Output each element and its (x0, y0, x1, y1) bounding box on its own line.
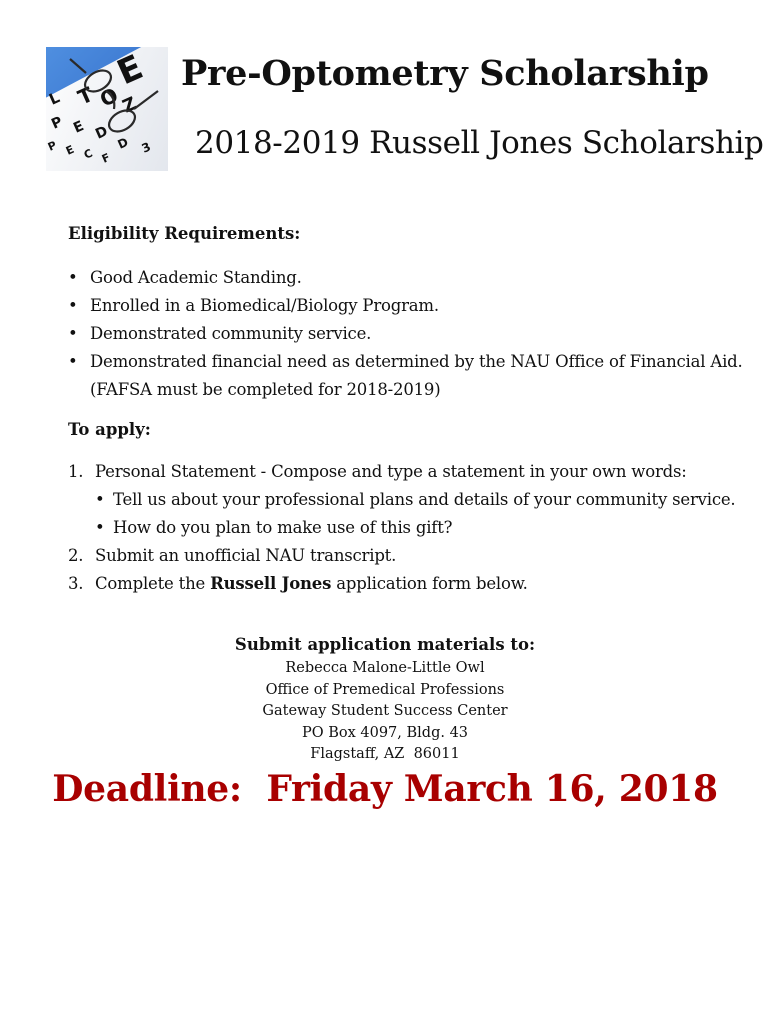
logo-letter-e: E (111, 47, 149, 94)
logo-letter: E (63, 142, 77, 158)
step-item (68, 458, 758, 542)
apply-steps (68, 458, 758, 598)
apply-heading: To apply: (68, 420, 151, 439)
mailing-address (0, 658, 770, 766)
list-item-text: How do you plan to make use of this gift? (113, 518, 453, 537)
logo-letter: Z (119, 93, 140, 118)
step-text: Submit an unofficial NAU transcript. (95, 546, 397, 565)
eligibility-heading: Eligibility Requirements: (68, 224, 301, 243)
step-number: 2. (68, 546, 84, 565)
list-item-text: Demonstrated community service. (90, 324, 372, 343)
step-text: Personal Statement - Compose and type a statement in your own words: (95, 462, 687, 481)
bullet-icon: • (95, 490, 105, 509)
logo-letter: O (96, 82, 122, 112)
logo-letter: D (115, 134, 131, 152)
list-item (68, 292, 748, 320)
fafsa-note: (FAFSA must be completed for 2018-2019) (90, 380, 441, 399)
step-item (68, 542, 758, 570)
bullet-icon: • (68, 324, 78, 343)
step-number: 1. (68, 462, 84, 481)
list-item-text: Tell us about your professional plans and details of your community service. (113, 490, 736, 509)
eligibility-list (68, 264, 748, 404)
bullet-icon: • (68, 296, 78, 315)
step-text-bold: Russell Jones (210, 574, 332, 593)
list-item (95, 514, 758, 542)
step-item (68, 570, 758, 598)
bullet-icon: • (68, 268, 78, 287)
address-line: Rebecca Malone-Little Owl (285, 660, 485, 676)
logo-letter: F (99, 150, 113, 166)
list-item-text: Good Academic Standing. (90, 268, 302, 287)
logo-letter: L (46, 88, 63, 109)
address-line: Gateway Student Success Center (262, 703, 508, 719)
step-number: 3. (68, 574, 84, 593)
list-item-text: Demonstrated financial need as determined by the NAU Office of Financial Aid. (90, 352, 743, 371)
page-title: Pre-Optometry Scholarship (181, 53, 709, 94)
deadline-text: Deadline: Friday March 16, 2018 (52, 768, 718, 810)
list-item (68, 348, 748, 404)
page-subtitle: 2018-2019 Russell Jones Scholarship (195, 125, 764, 161)
logo-letter: E (71, 118, 87, 137)
bullet-icon: • (68, 352, 78, 371)
address-line: Flagstaff, AZ 86011 (310, 746, 460, 762)
list-item (95, 486, 758, 514)
address-line: PO Box 4097, Bldg. 43 (301, 724, 469, 741)
logo-letter: D (93, 123, 111, 143)
step-text-suffix: application form below. (331, 574, 528, 593)
logo-letter: C (81, 146, 95, 162)
eye-chart-with-glasses-icon (46, 47, 168, 171)
logo-letter: P (49, 113, 66, 133)
bullet-icon: • (95, 518, 105, 537)
step-sublist (95, 486, 758, 542)
step-text-prefix: Complete the (95, 574, 211, 593)
list-item (68, 264, 748, 292)
address-line: Office of Premedical Professions (265, 681, 505, 698)
logo-letter: P (46, 138, 59, 154)
logo-letter: T (74, 82, 97, 110)
list-item-text: Enrolled in a Biomedical/Biology Program. (90, 296, 439, 315)
list-item (68, 320, 748, 348)
logo-letter: 3 (139, 139, 153, 156)
submit-heading: Submit application materials to: (234, 635, 536, 654)
